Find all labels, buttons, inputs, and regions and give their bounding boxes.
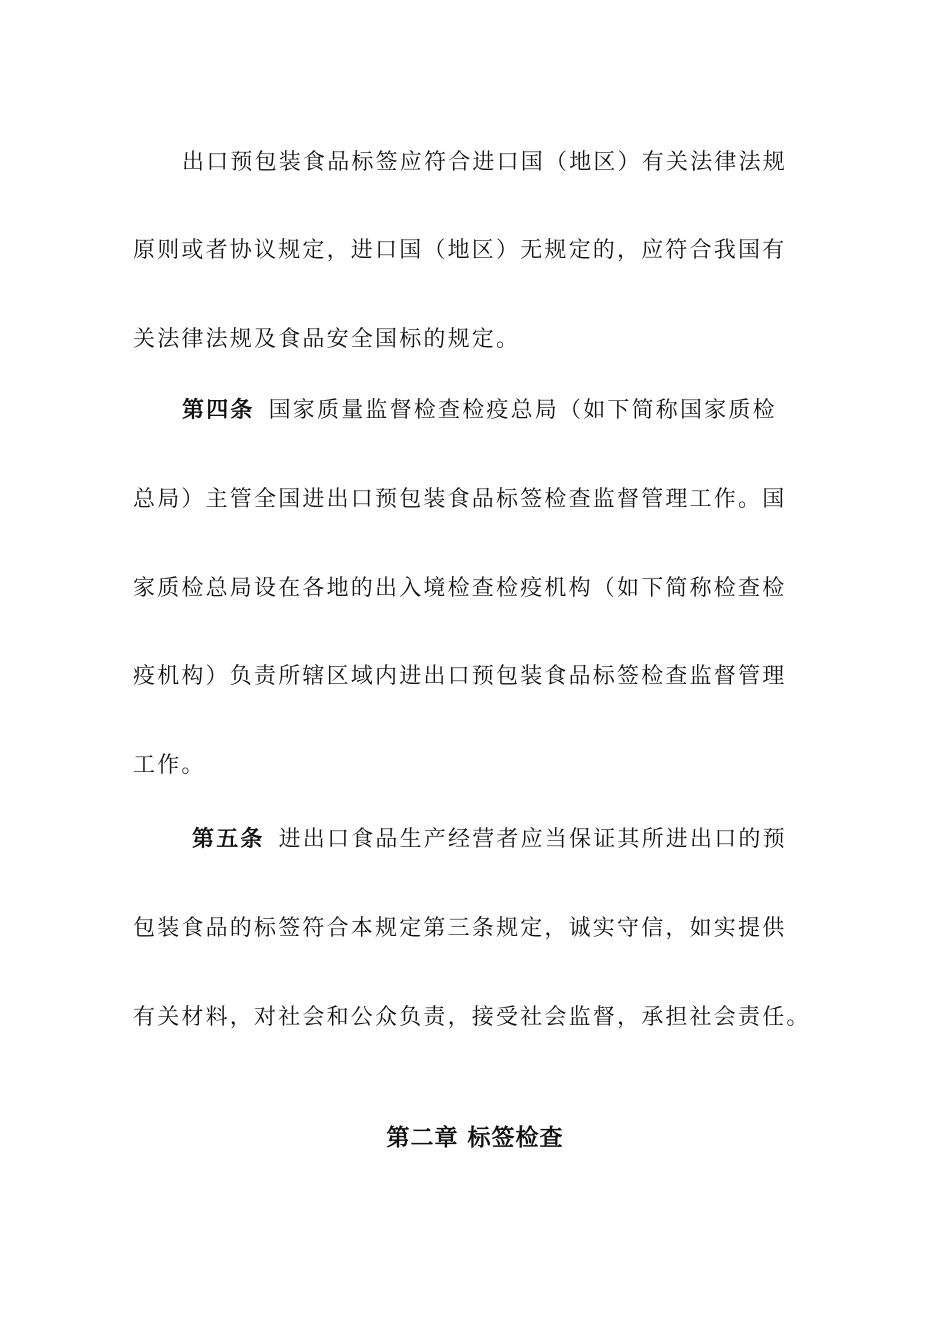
article-4-line-5: 工作。: [133, 753, 206, 778]
chapter-heading: 第二章 标签检查: [386, 1125, 564, 1151]
article-5-line-1: [192, 825, 882, 855]
paragraph-1-line-1: 出口预包装食品标签应符合进口国（地区）有关法律法规: [182, 150, 788, 175]
article-4-line-2: 总局）主管全国进出口预包装食品标签检查监督管理工作。国: [133, 487, 787, 512]
article-4-text-1: 国家质量监督检查检疫总局（如下简称国家质检: [268, 398, 777, 423]
article-5-text-1: 进出口食品生产经营者应当保证其所进出口的预: [278, 827, 787, 852]
article-5-line-3: 有关材料，对社会和公众负责，接受社会监督，承担社会责任。: [133, 1005, 811, 1030]
paragraph-1-line-3: 关法律法规及食品安全国标的规定。: [133, 327, 521, 352]
article-5-label: 第五条: [192, 827, 265, 852]
article-4-label: 第四条: [182, 398, 255, 423]
article-5-line-2: 包装食品的标签符合本规定第三条规定，诚实守信，如实提供: [133, 916, 787, 941]
paragraph-1-line-2: 原则或者协议规定，进口国（地区）无规定的，应符合我国有: [133, 238, 787, 263]
article-4-line-1: [182, 396, 872, 426]
article-4-line-3: 家质检总局设在各地的出入境检查检疫机构（如下简称检查检: [133, 576, 787, 601]
article-4-line-4: 疫机构）负责所辖区域内进出口预包装食品标签检查监督管理: [133, 664, 787, 689]
